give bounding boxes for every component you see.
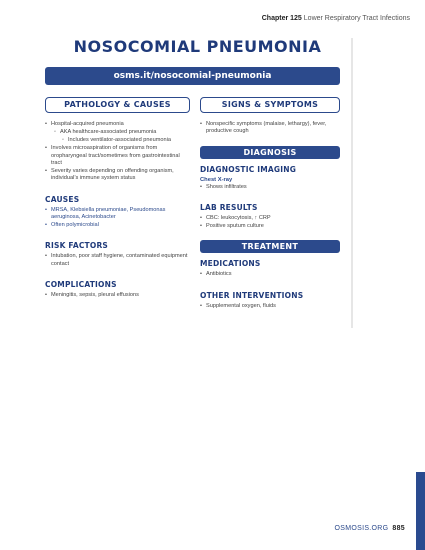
imaging-list [200,184,340,191]
list-item: • Shows infiltrates [200,184,340,191]
divider [351,38,353,328]
list-item: • Positive sputum culture [200,223,340,230]
lab-list [200,215,340,230]
diagnosis-heading: DIAGNOSIS [200,146,340,159]
pathology-heading: PATHOLOGY & CAUSES [45,97,190,113]
list-item: • Hospital-acquired pneumonia [45,121,190,128]
list-item: ◦ AKA healthcare-associated pneumonia [45,129,190,136]
chapter-header [262,15,410,22]
risk-factors-list [45,253,190,268]
list-item: • Intubation, poor staff hygiene, contaminated equipment contact [45,253,190,268]
complications-list [45,292,190,299]
signs-list [200,121,340,136]
left-column [45,97,190,300]
list-item: • Often polymicrobial [45,222,190,229]
chapter-label: Chapter 125 [261,15,302,22]
medications-list [200,271,340,278]
causes-heading: CAUSES [45,194,80,204]
lab-heading: LAB RESULTS [200,202,258,212]
risk-factors-heading: RISK FACTORS [45,241,109,251]
list-item: • Meningitis, sepsis, pleural effusions [45,292,190,299]
list-item: • Nonspecific symptoms (malaise, lethargy), fever, productive cough [200,121,340,136]
url-banner[interactable]: osms.it/nosocomial-pneumonia [45,67,340,85]
list-item: ◦ Includes ventilator-associated pneumonia [45,137,190,144]
page-edge-accent [416,472,425,550]
page-footer [335,525,405,532]
treatment-heading: TREATMENT [200,240,340,253]
list-item: • Supplemental oxygen, fluids [200,303,340,310]
signs-heading: SIGNS & SYMPTOMS [200,97,340,113]
list-item: • Antibiotics [200,271,340,278]
page-title: NOSOCOMIAL PNEUMONIA [73,37,322,56]
imaging-label: Chest X-ray [200,176,233,183]
page-number: 885 [392,525,405,532]
list-item: • Severity varies depending on offending organism, individual’s immune system status [45,168,190,183]
complications-heading: COMPLICATIONS [45,279,117,289]
chapter-title: Lower Respiratory Tract Infections [303,15,410,22]
site-name[interactable]: OSMOSIS.ORG [334,525,389,532]
list-item: • MRSA, Klebsiella pneumoniae, Pseudomonas aeruginosa, Acinetobacter [45,207,190,222]
other-interventions-heading: OTHER INTERVENTIONS [200,290,304,300]
list-item: • Involves microaspiration of organisms from oropharyngeal tract/sometimes from gastrointestinal tract [45,145,190,167]
causes-list [45,207,190,230]
list-item: • CBC: leukocytosis, ↑ CRP [200,215,340,222]
imaging-heading: DIAGNOSTIC IMAGING [200,164,297,174]
right-column [200,97,340,311]
other-interventions-list [200,303,340,310]
medications-heading: MEDICATIONS [200,259,261,269]
pathology-list [45,121,190,183]
